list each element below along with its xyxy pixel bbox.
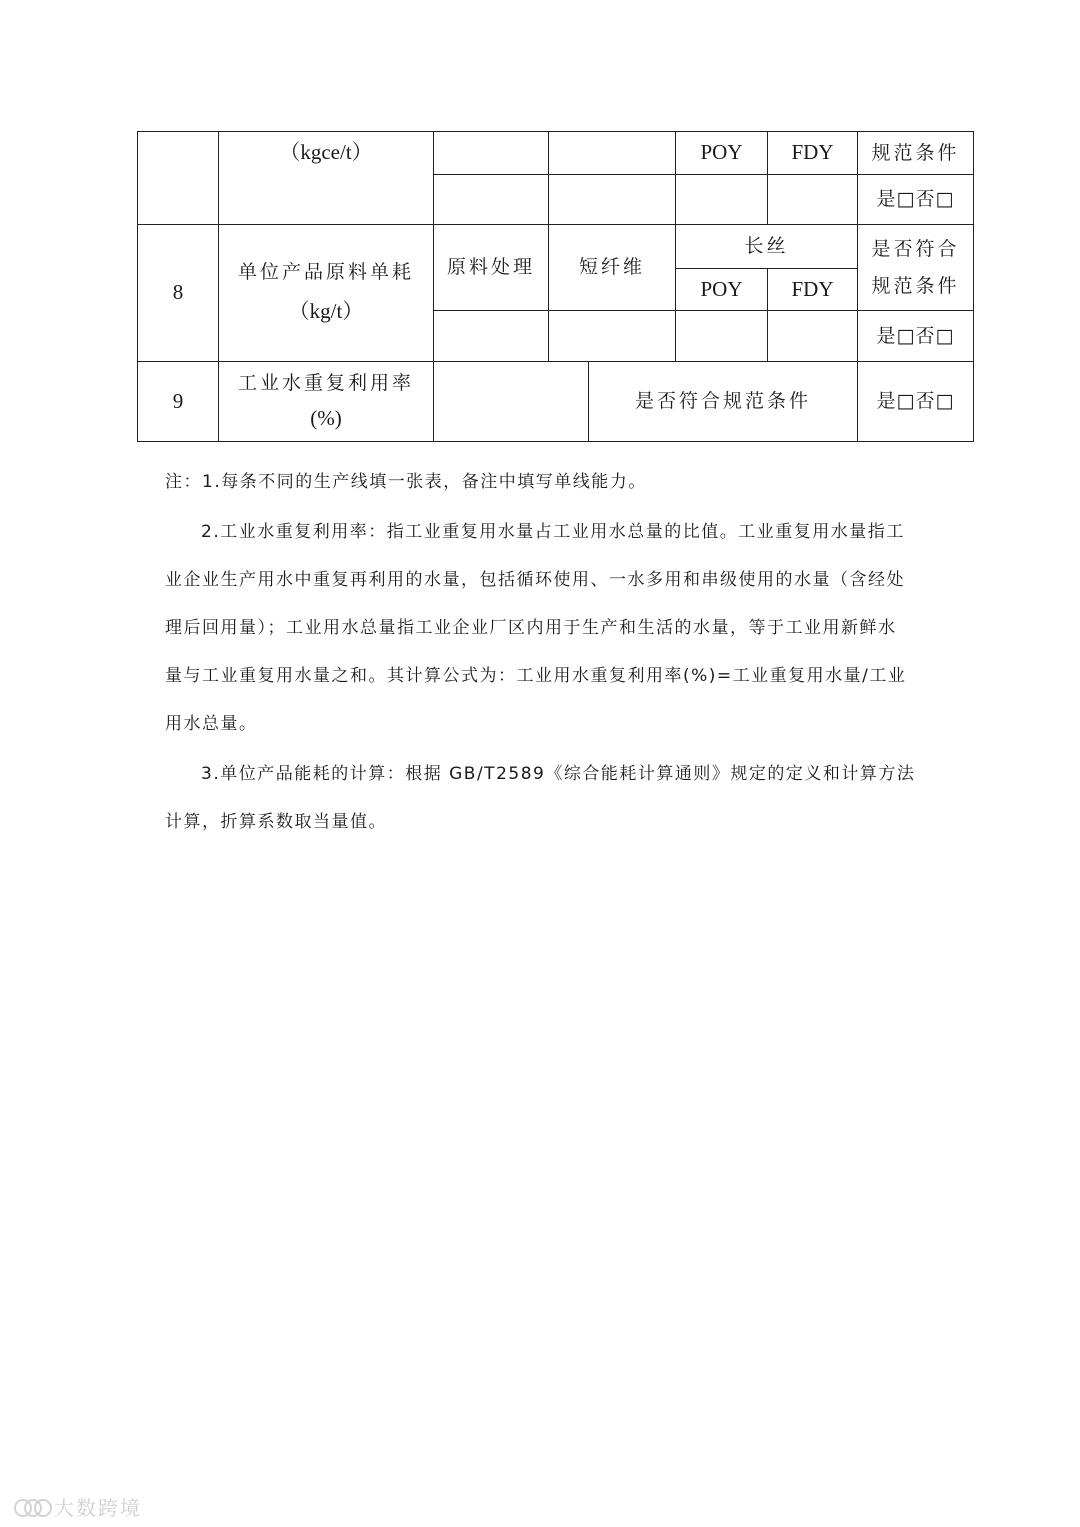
- row8-staple-input: [548, 310, 676, 362]
- row7-raw-input: [433, 174, 549, 225]
- note-1: 注：1.每条不同的生产线填一张表，备注中填写单线能力。: [165, 472, 647, 492]
- row7-yes-no[interactable]: 是□否□: [857, 174, 974, 225]
- row8-raw-input: [433, 310, 549, 362]
- row9-yes-no[interactable]: 是□否□: [857, 361, 974, 442]
- row7-raw-value: [433, 131, 549, 175]
- row9-item-cell: 工业水重复利用率 (%): [218, 361, 434, 442]
- row9-number-cell: 9: [137, 361, 219, 442]
- cloud-logo-icon: [14, 1497, 48, 1517]
- row7-fdy-header: FDY: [767, 131, 858, 175]
- spec-table: [137, 131, 974, 442]
- row8-fdy-input: [767, 310, 858, 362]
- row7-poy-input: [675, 174, 768, 225]
- row8-raw-processing-header: 原料处理: [433, 224, 549, 311]
- note-2-line-1: 2.工业水重复利用率：指工业重复用水量占工业用水总量的比值。工业重复用水量指工: [201, 522, 905, 542]
- note-3-line-1: 3.单位产品能耗的计算：根据 GB/T2589《综合能耗计算通则》规定的定义和计算方法: [201, 764, 916, 784]
- row8-poy-input: [675, 310, 768, 362]
- row7-unit: （kgce/t）: [279, 140, 373, 164]
- note-3-line-2: 计算，折算系数取当量值。: [165, 812, 387, 832]
- note-2-line-2: 业企业生产用水中重复再利用的水量，包括循环使用、一水多用和串级使用的水量（含经处: [165, 570, 905, 590]
- row8-compliance-label: 是否符合 规范条件: [857, 224, 974, 311]
- row7-staple-input: [548, 174, 676, 225]
- row8-fdy-header: FDY: [767, 268, 858, 311]
- row8-staple-fiber-header: 短纤维: [548, 224, 676, 311]
- note-2-line-5: 用水总量。: [165, 714, 258, 734]
- row8-filament-header: 长丝: [675, 224, 858, 269]
- row9-value-input: [433, 361, 589, 442]
- row8-yes-no[interactable]: 是□否□: [857, 310, 974, 362]
- row7-compliance-label: 规范条件: [857, 131, 974, 175]
- table-notes: [165, 458, 925, 846]
- row8-poy-header: POY: [675, 268, 768, 311]
- note-2-line-4: 量与工业重复用水量之和。其计算公式为：工业用水重复利用率(%)=工业重复用水量/工业: [165, 666, 907, 686]
- row7-fdy-input: [767, 174, 858, 225]
- row7-number-cell: [137, 131, 219, 225]
- watermark: [14, 1492, 142, 1521]
- note-2-line-3: 理后回用量）；工业用水总量指工业企业厂区内用于生产和生活的水量，等于工业用新鲜水: [165, 618, 897, 638]
- row9-compliance-label: 是否符合规范条件: [588, 361, 858, 442]
- row7-poy-header: POY: [675, 131, 768, 175]
- row8-item-cell: 单位产品原料单耗 （kg/t）: [218, 224, 434, 362]
- row7-staple-value: [548, 131, 676, 175]
- row8-number-cell: 8: [137, 224, 219, 362]
- row7-item-cell: [218, 131, 434, 225]
- watermark-text: 大数跨境: [54, 1496, 142, 1520]
